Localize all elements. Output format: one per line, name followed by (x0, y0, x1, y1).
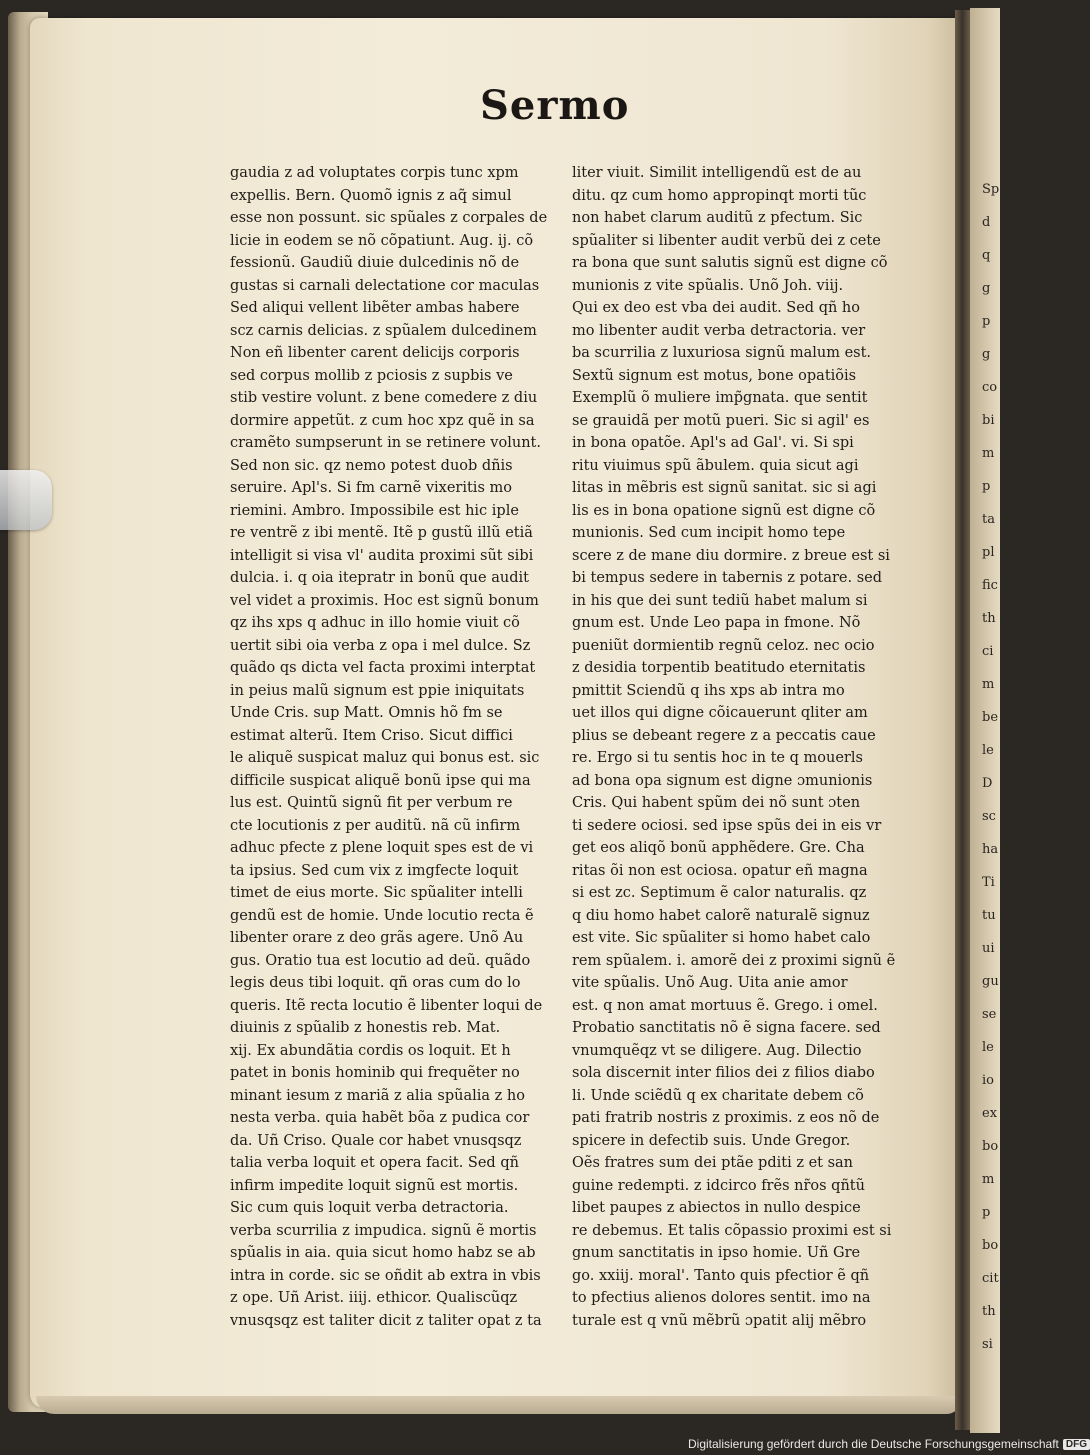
text-line: seruire. Apl's. Si fm carnẽ vixeritis mo (230, 480, 512, 496)
text-line: Exemplũ õ muliere imp̃gnata. que sentit (572, 390, 868, 406)
margin-fragment: be (982, 710, 999, 725)
text-line: patet in bonis hominib qui frequẽter no (230, 1065, 520, 1081)
text-line: get eos aliqõ bonũ apphẽdere. Gre. Cha (572, 840, 865, 856)
text-line: Sed aliqui vellent libẽter ambas habere (230, 300, 520, 316)
text-line: guine redempti. z idcirco frẽs nr̃os qñtũ (572, 1177, 865, 1194)
text-line: estimat alterũ. Item Criso. Sicut diffici (230, 727, 513, 744)
text-line: ta ipsius. Sed cum vix z imgfecte loquit (230, 862, 519, 879)
text-line: gaudia z ad voluptates corpis tunc xpm (230, 165, 519, 181)
text-line: queris. Itẽ recta locutio ẽ libenter loqui de (230, 997, 543, 1014)
margin-fragment: th (982, 1304, 996, 1319)
page-clip (0, 470, 52, 530)
text-line: da. Uñ Criso. Quale cor habet vnusqsqz (230, 1132, 522, 1149)
text-line: cte locutionis z per auditũ. nã cũ infirm (230, 817, 521, 834)
text-line: Sextũ signum est motus, bone opatiõis (572, 367, 857, 384)
text-line: re ventrẽ z ibi mentẽ. Itẽ p gustũ illũ etiã (230, 525, 533, 541)
text-line: ra bona que sunt salutis signũ est digne cõ (572, 255, 888, 271)
text-line: munionis z vite spũalis. Unõ Joh. viij. (572, 277, 844, 294)
text-line: vnumquẽqz vt se diligere. Aug. Dilectio (572, 1042, 862, 1059)
margin-fragment: m (982, 1172, 995, 1187)
margin-fragment: gu (982, 974, 999, 989)
text-line: dulcia. i. q oia itepratr in bonũ que audit (230, 570, 529, 586)
margin-fragment: g (982, 281, 991, 296)
margin-fragment: m (982, 677, 995, 692)
text-line: Oẽs fratres sum dei ptãe pditi z et san (572, 1155, 854, 1171)
text-line: esse non possunt. sic spũales z corpales de (230, 210, 548, 226)
text-line: gendũ est de homie. Unde locutio recta ẽ (230, 907, 534, 924)
text-line: non habet clarum auditũ z pfectum. Sic (572, 210, 863, 226)
text-line: dormire appetũt. z cum hoc xpz quẽ in sa (230, 412, 535, 429)
text-line: rem spũalem. i. amorẽ dei z proximi signũ ẽ (572, 952, 896, 969)
text-line: est vite. Sic spũaliter si homo habet calo (572, 930, 871, 946)
text-line: Sic cum quis loquit verba detractoria. (230, 1200, 509, 1216)
margin-fragment: ta (982, 512, 995, 527)
text-line: q diu homo habet calorẽ naturalẽ signuz (572, 907, 870, 924)
text-line: intra in corde. sic se oñdit ab extra in vbis (230, 1267, 541, 1284)
margin-fragment: se (982, 1007, 997, 1022)
text-line: libet paupes z abiectos in nullo despice (572, 1200, 861, 1216)
text-line: le aliquẽ suspicat maluz qui bonus est. sic (230, 750, 540, 766)
text-line: Unde Cris. sup Matt. Omnis hõ fm se (230, 705, 503, 721)
text-line: verba scurrilia z impudica. signũ ẽ mortis (230, 1222, 537, 1239)
text-line: liter viuit. Similit intelligendũ est de au (572, 165, 862, 181)
text-line: gustas si carnali delectatione cor maculas (230, 277, 540, 294)
text-line: turale est q vnũ mẽbrũ ɔpatit alij mẽbro (572, 1312, 867, 1329)
text-line: z desidia torpentib beatitudo eternitatis (572, 660, 866, 676)
text-line: gus. Oratio tua est locutio ad deũ. quãdo (230, 952, 531, 969)
text-line: ritu viuimus spũ ãbulem. quia sicut agi (572, 457, 859, 474)
text-line: gnum est. Unde Leo papa in fmone. Nõ (572, 615, 861, 631)
margin-fragment: ha (982, 842, 999, 857)
text-line: riemini. Ambro. Impossibile est hic iple (230, 502, 519, 519)
margin-fragment: sc (982, 809, 996, 824)
text-line: sola discernit inter filios dei z filios diabo (572, 1065, 875, 1081)
text-line: ba scurrilia z luxuriosa signũ malum est. (572, 345, 872, 361)
text-line: pueniũt dormientib regnũ celoz. nec ocio (572, 637, 875, 654)
text-line: scere z de mane diu dormire. z breue est si (572, 547, 890, 564)
margin-fragment: d (982, 215, 991, 230)
margin-fragment: Sp (982, 182, 1000, 197)
text-line: difficile suspicat aliquẽ bonũ ipse qui ma (230, 772, 531, 789)
text-line: mo libenter audit verba detractoria. ver (572, 322, 866, 339)
margin-fragment: q (982, 248, 991, 263)
text-line: spũalis in aia. quia sicut homo habz se ab (230, 1245, 536, 1261)
running-title: Sermo (480, 82, 630, 129)
text-line: lis es in bona opatione signũ est digne cõ (572, 502, 876, 519)
margin-fragment: g (982, 347, 991, 362)
margin-fragment: ex (982, 1106, 998, 1121)
text-line: Probatio sanctitatis nõ ẽ signa facere. sed (572, 1020, 881, 1036)
text-line: in bona opatõe. Apl's ad Gal'. vi. Si spi (572, 435, 854, 451)
margin-fragment: fic (982, 578, 998, 593)
text-line: qz ihs xps q adhuc in illo homie viuit cõ (230, 615, 520, 631)
text-line: in peius malũ signum est ppie iniquitats (230, 682, 525, 699)
text-line: lus est. Quintũ signũ fit per verbum re (230, 795, 513, 811)
margin-fragment: co (982, 380, 998, 395)
margin-fragment: bi (982, 413, 995, 428)
text-line: gnum sanctitatis in ipso homie. Uñ Gre (572, 1245, 861, 1261)
text-line: in his que dei sunt tediũ habet malum si (572, 592, 868, 609)
text-line: vel videt a proximis. Hoc est signũ bonum (230, 592, 539, 609)
text-line: spũaliter si libenter audit verbũ dei z cete (572, 232, 881, 249)
text-column-left (230, 162, 560, 1329)
text-line: diuinis z spũalib z honestis reb. Mat. (230, 1020, 501, 1036)
text-line: fessionũ. Gaudiũ diuie dulcedinis nõ de (230, 255, 520, 271)
text-line: intelligit si visa vl' audita proximi sũt sibi (230, 547, 534, 564)
margin-fragment: p (982, 479, 991, 494)
text-line: libenter orare z deo grãs agere. Unõ Au (230, 930, 524, 946)
page-bottom-edge (36, 1396, 961, 1414)
margin-fragment: th (982, 611, 996, 626)
text-line: vite spũalis. Unõ Aug. Uita anie amor (572, 975, 848, 991)
text-line: minant iesum z mariã z alia spũalia z ho (230, 1087, 525, 1104)
text-line: Non eñ libenter carent delicijs corporis (230, 345, 520, 361)
text-line: est. q non amat mortuus ẽ. Grego. i omel. (572, 997, 878, 1014)
margin-fragment: bo (982, 1238, 999, 1253)
margin-fragment: tu (982, 908, 996, 923)
text-line: quãdo qs dicta vel facta proximi interptat (230, 660, 536, 676)
margin-fragment: io (982, 1073, 994, 1088)
text-line: spicere in defectib suis. Unde Gregor. (572, 1132, 851, 1149)
margin-fragment: D (982, 776, 993, 791)
text-line: nesta verba. quia habẽt bõa z pudica cor (230, 1110, 530, 1126)
text-line: re debemus. Et talis cõpassio proximi est si (572, 1222, 892, 1239)
text-line: scz carnis delicias. z spũalem dulcedinem (230, 322, 537, 339)
margin-fragment: ci (982, 644, 994, 659)
text-line: bi tempus sedere in tabernis z potare. sed (572, 570, 883, 586)
margin-fragment: Ti (982, 875, 995, 890)
text-line: Sed non sic. qz nemo potest duob dñis (230, 457, 513, 474)
margin-fragment: p (982, 314, 991, 329)
text-line: to pfectius alienos dolores sentit. imo na (572, 1290, 871, 1306)
text-line: ritas õi non est ociosa. opatur eñ magna (572, 862, 868, 879)
margin-fragment: p (982, 1205, 991, 1220)
margin-fragment: ui (982, 941, 995, 956)
dfg-logo-icon: DFG (1063, 1439, 1090, 1450)
footer-credit: Digitalisierung gefördert durch die Deutsche Forschungsgemeinschaft (688, 1437, 1059, 1451)
margin-fragment: pl (982, 545, 995, 560)
margin-fragment: bo (982, 1139, 999, 1154)
text-line: vnusqsqz est taliter dicit z taliter opat z ta (230, 1312, 542, 1329)
text-line: go. xxiij. moral'. Tanto quis pfectior ẽ qñ (572, 1267, 870, 1284)
text-line: adhuc pfecte z plene loquit spes est de vi (230, 840, 534, 856)
text-line: expellis. Bern. Quomõ ignis z aq̃ simul (230, 187, 512, 204)
margin-fragment: si (982, 1337, 993, 1352)
text-line: ditu. qz cum homo appropinqt morti tũc (572, 187, 867, 204)
text-line: munionis. Sed cum incipit homo tepe (572, 525, 846, 541)
text-line: Cris. Qui habent spũm dei nõ sunt ɔten (572, 795, 861, 811)
text-line: legis deus tibi loquit. qñ oras cum do lo (230, 975, 521, 991)
text-line: se grauidã per motũ pueri. Sic si agil' es (572, 412, 870, 429)
margin-fragment: le (982, 1040, 994, 1055)
text-line: uet illos qui digne cõicauerunt qliter am (572, 705, 868, 721)
text-line: timet de eius morte. Sic spũaliter intelli (230, 885, 523, 901)
text-line: ad bona opa signum est digne ɔmunionis (572, 772, 873, 789)
text-line: re. Ergo si tu sentis hoc in te q mouerls (572, 750, 863, 766)
digitization-footer (688, 1434, 1087, 1454)
text-line: cramẽto sumpserunt in se retinere volunt. (230, 435, 541, 451)
margin-fragment: cit (982, 1271, 999, 1286)
text-line: uertit sibi oia verba z opa i mel dulce. Sz (230, 637, 531, 654)
margin-fragment: m (982, 446, 995, 461)
text-line: si est zc. Septimum ẽ calor naturalis. qz (572, 885, 867, 901)
text-line: stib vestire volunt. z bene comedere z diu (230, 390, 538, 406)
text-line: plius se debeant regere z a peccatis caue (572, 727, 876, 744)
text-line: Qui ex deo est vba dei audit. Sed qñ ho (572, 300, 860, 316)
text-line: xij. Ex abundãtia cordis os loquit. Et h (230, 1042, 511, 1059)
text-column-right (572, 162, 898, 1329)
text-line: pati fratrib nostris z proximis. z eos nõ de (572, 1110, 880, 1126)
text-line: ti sedere ociosi. sed ipse spũs dei in eis vr (572, 817, 882, 834)
text-line: li. Unde sciẽdũ q ex charitate debem cõ (572, 1087, 864, 1104)
text-line: licie in eodem se nõ cõpatiunt. Aug. ij. cõ (230, 232, 534, 249)
margin-fragment: le (982, 743, 994, 758)
text-line: z ope. Uñ Arist. iiij. ethicor. Qualiscũqz (230, 1290, 518, 1306)
text-line: pmittit Sciendũ q ihs xps ab intra mo (572, 682, 845, 699)
text-line: sed corpus mollib z pciosis z supbis ve (230, 367, 513, 384)
text-line: litas in mẽbris est signũ sanitat. sic si agi (572, 480, 877, 496)
text-line: talia verba loquit et opera facit. Sed qñ (230, 1155, 519, 1171)
text-line: infirm impedite loquit signũ est mortis. (230, 1177, 519, 1194)
